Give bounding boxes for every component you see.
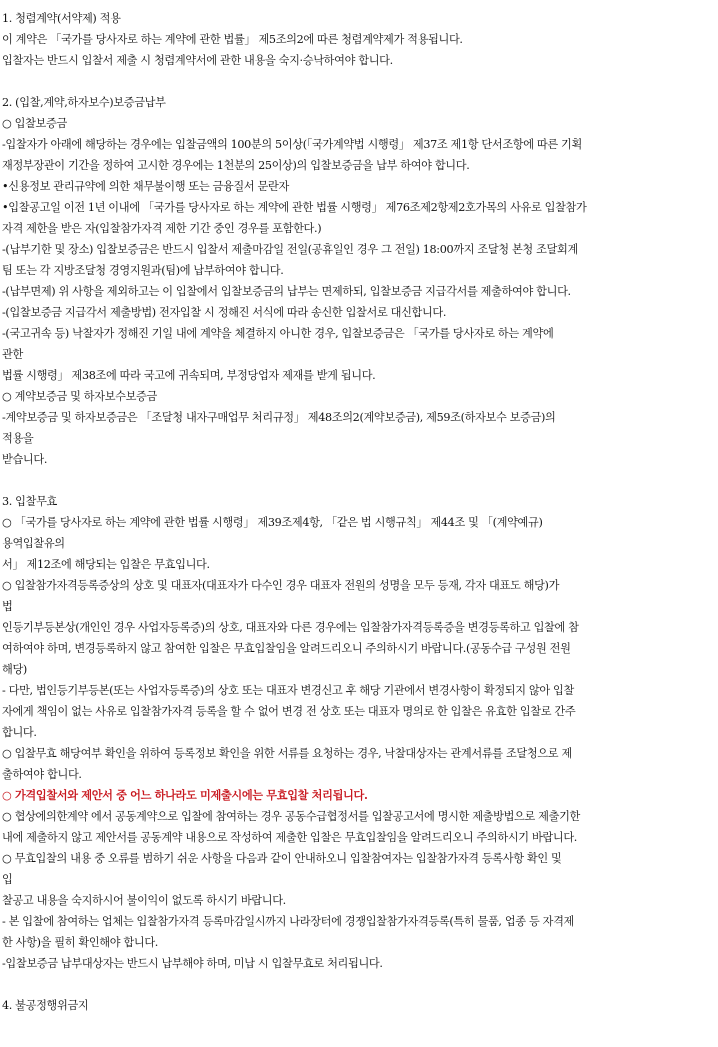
text-line: -(납부면제) 위 사항을 제외하고는 이 입찰에서 입찰보증금의 납부는 면제하되, 입찰보증금 지급각서를 제출하여야 합니다.: [2, 285, 571, 298]
text-line: 여하여야 하며, 변경등록하지 않고 참여한 입찰은 무효입찰임을 알려드리오니 주의하시기 바랍니다.(공동수급 구성원 전원: [2, 642, 571, 655]
text-line: ○ 입찰참가자격등록증상의 상호 및 대표자(대표자가 다수인 경우 대표자 전원의 성명을 모두 등재, 각자 대표도 해당)가: [2, 579, 560, 592]
text-line: -입찰보증금 납부대상자는 반드시 납부해야 하며, 미납 시 입찰무효로 처리됩니다.: [2, 957, 383, 970]
text-line: ○ 계약보증금 및 하자보수보증금: [2, 390, 157, 403]
text-line: 인등기부등본상(개인인 경우 사업자등록증)의 상호, 대표자와 다른 경우에는 입찰참가자격등록증을 변경등록하고 입찰에 참: [2, 621, 579, 634]
highlighted-notice-line: ○ 가격입찰서와 제안서 중 어느 하나라도 미제출시에는 무효입찰 처리됩니다.: [2, 788, 368, 802]
text-line: •입찰공고일 이전 1년 이내에 「국가를 당사자로 하는 계약에 관한 법률 시행령」 제76조제2항제2호가목의 사유로 입찰참가: [2, 201, 587, 214]
text-line: 한 사항)을 필히 확인해야 합니다.: [2, 936, 158, 949]
text-line: 법: [2, 600, 13, 613]
text-line: 해당): [2, 663, 27, 676]
text-line: ○ 입찰무효 해당여부 확인을 위하여 등록정보 확인을 위한 서류를 요청하는 경우, 낙찰대상자는 관계서류를 조달청으로 제: [2, 747, 572, 760]
text-line: 자에게 책임이 없는 사유로 입찰참가자격 등록을 할 수 없어 변경 전 상호 또는 대표자 명의로 한 입찰은 유효한 입찰로 간주: [2, 705, 576, 718]
text-line: 서」 제12조에 해당되는 입찰은 무효입니다.: [2, 558, 210, 571]
text-line: 입찰자는 반드시 입찰서 제출 시 청렴계약서에 관한 내용을 숙지·승낙하여야 합니다.: [2, 54, 393, 67]
text-line: 팀 또는 각 지방조달청 경영지원과(팀)에 납부하여야 합니다.: [2, 264, 284, 277]
text-line: 적용을: [2, 432, 34, 445]
text-line: 이 계약은 「국가를 당사자로 하는 계약에 관한 법률」 제5조의2에 따른 청렴계약제가 적용됩니다.: [2, 33, 463, 46]
text-line: 법률 시행령」 제38조에 따라 국고에 귀속되며, 부정당업자 제재를 받게 됩니다.: [2, 369, 376, 382]
text-line: -(입찰보증금 지급각서 제출방법) 전자입찰 시 정해진 서식에 따라 송신한 입찰서로 대신합니다.: [2, 306, 447, 319]
text-line: 입: [2, 873, 13, 886]
text-line: 4. 불공정행위금지: [2, 999, 89, 1012]
text-line: -(납부기한 및 장소) 입찰보증금은 반드시 입찰서 제출마감일 전일(공휴일인 경우 그 전일) 18:00까지 조달청 본청 조달회계: [2, 243, 578, 256]
text-line: •신용정보 관리규약에 의한 채무불이행 또는 금융질서 문란자: [2, 180, 289, 193]
text-line: 1. 청렴계약(서약제) 적용: [2, 12, 121, 25]
text-line: 출하여야 합니다.: [2, 768, 82, 781]
text-line: [2, 71, 716, 92]
text-line: 받습니다.: [2, 453, 48, 466]
text-line: 합니다.: [2, 726, 37, 739]
text-line: -입찰자가 아래에 해당하는 경우에는 입찰금액의 100분의 5이상(「국가계약법 시행령」 제37조 제1항 단서조항에 따른 기획: [2, 138, 582, 151]
text-line: [2, 974, 716, 995]
text-line: - 다만, 법인등기부등본(또는 사업자등록증)의 상호 또는 대표자 변경신고 후 해당 기관에서 변경사항이 확정되지 않아 입찰: [2, 684, 574, 697]
text-line: 관한: [2, 348, 23, 361]
text-line: [2, 470, 716, 491]
text-line: ○ 「국가를 당사자로 하는 계약에 관한 법률 시행령」 제39조제4항, 「같은 법 시행규칙」 제44조 및 「(계약예규): [2, 516, 543, 529]
text-line: ○ 입찰보증금: [2, 117, 67, 130]
text-line: 용역입찰유의: [2, 537, 65, 550]
text-line: 내에 제출하지 않고 제안서를 공동계약 내용으로 작성하여 제출한 입찰은 무효입찰임을 알려드리오니 주의하시기 바랍니다.: [2, 831, 577, 844]
text-line: -계약보증금 및 하자보증금은 「조달청 내자구매업무 처리규정」 제48조의2(계약보증금), 제59조(하자보수 보증금)의: [2, 411, 556, 424]
text-line: 2. (입찰,계약,하자보수)보증금납부: [2, 96, 166, 109]
text-line: -(국고귀속 등) 낙찰자가 정해진 기일 내에 계약을 체결하지 아니한 경우, 입찰보증금은 「국가를 당사자로 하는 계약에: [2, 327, 554, 340]
text-line: 찰공고 내용을 숙지하시어 불이익이 없도록 하시기 바랍니다.: [2, 894, 286, 907]
text-line: 재정부장관이 기간을 정하여 고시한 경우에는 1천분의 25이상)의 입찰보증금을 납부 하여야 합니다.: [2, 159, 470, 172]
text-line: 자격 제한을 받은 자(입찰참가자격 제한 기간 중인 경우를 포함한다.): [2, 222, 322, 235]
text-line: 3. 입찰무효: [2, 495, 58, 508]
text-line: ○ 협상에의한계약 에서 공동계약으로 입찰에 참여하는 경우 공동수급협정서를 입찰공고서에 명시한 제출방법으로 제출기한: [2, 810, 580, 823]
text-line: - 본 입찰에 참여하는 업체는 입찰참가자격 등록마감일시까지 나라장터에 경쟁입찰참가자격등록(특히 물품, 업종 등 자격제: [2, 915, 574, 928]
text-line: ○ 무효입찰의 내용 중 오류를 범하기 쉬운 사항을 다음과 같이 안내하오니 입찰참여자는 입찰참가자격 등록사항 확인 및: [2, 852, 562, 865]
